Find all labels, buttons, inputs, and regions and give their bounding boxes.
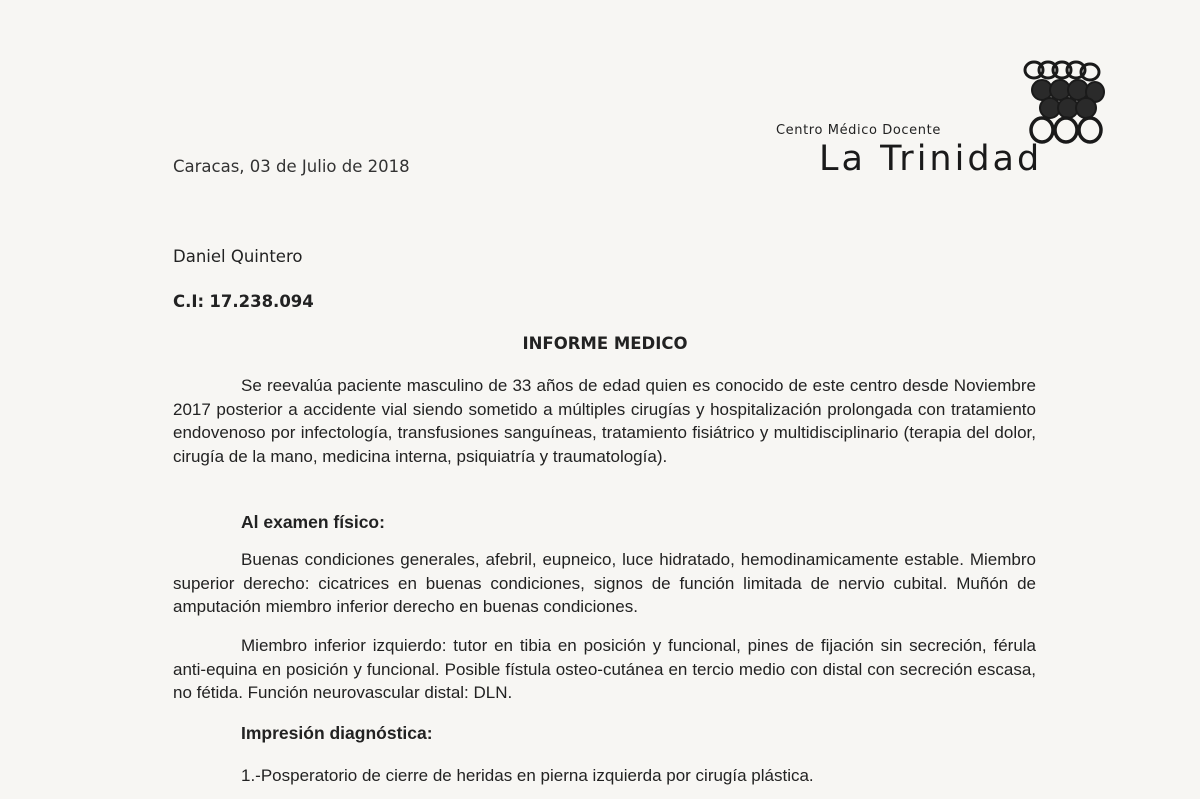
exam-paragraph-2: Miembro inferior izquierdo: tutor en tibia en posición y funcional, pines de fijación sin secreción, férula anti-equina en posición y funcional. Posible fístula osteo-cutánea en tercio medio con distal con secreción escasa, no fétida. Función neurovascular distal: DLN. [173, 636, 1036, 702]
patient-name: Daniel Quintero [173, 247, 303, 266]
diagnosis-heading: Impresión diagnóstica: [241, 723, 433, 743]
patient-id-label: C.I: [173, 292, 205, 311]
patient-id-value: 17.238.094 [209, 292, 314, 311]
clinic-name: La Trinidad [819, 139, 1043, 179]
exam-heading: Al examen físico: [241, 512, 385, 532]
diagnosis-item-1: 1.-Posperatorio de cierre de heridas en pierna izquierda por cirugía plástica. [241, 766, 814, 785]
report-title: INFORME MEDICO [522, 334, 688, 353]
report-date: Caracas, 03 de Julio de 2018 [173, 157, 410, 176]
patient-id [173, 292, 314, 311]
exam-paragraph-1: Buenas condiciones generales, afebril, eupneico, luce hidratado, hemodinamicamente estable. Miembro superior derecho: cicatrices en buenas condiciones, signos de función limitada de nervio cubital. Muñón de amputación miembro inferior derecho en buenas condiciones. [173, 550, 1036, 616]
intro-paragraph: Se reevalúa paciente masculino de 33 años de edad quien es conocido de este centro desde Noviembre 2017 posterior a accidente vial siendo sometido a múltiples cirugías y hospitalización prolongada con tratamiento endovenoso por infectología, transfusiones sanguíneas, tratamiento fisiátrico y multidisciplinario (terapia del dolor, cirugía de la mano, medicina interna, psiquiatría y traumatología). [173, 376, 1036, 466]
clinic-subtitle: Centro Médico Docente [776, 123, 941, 138]
